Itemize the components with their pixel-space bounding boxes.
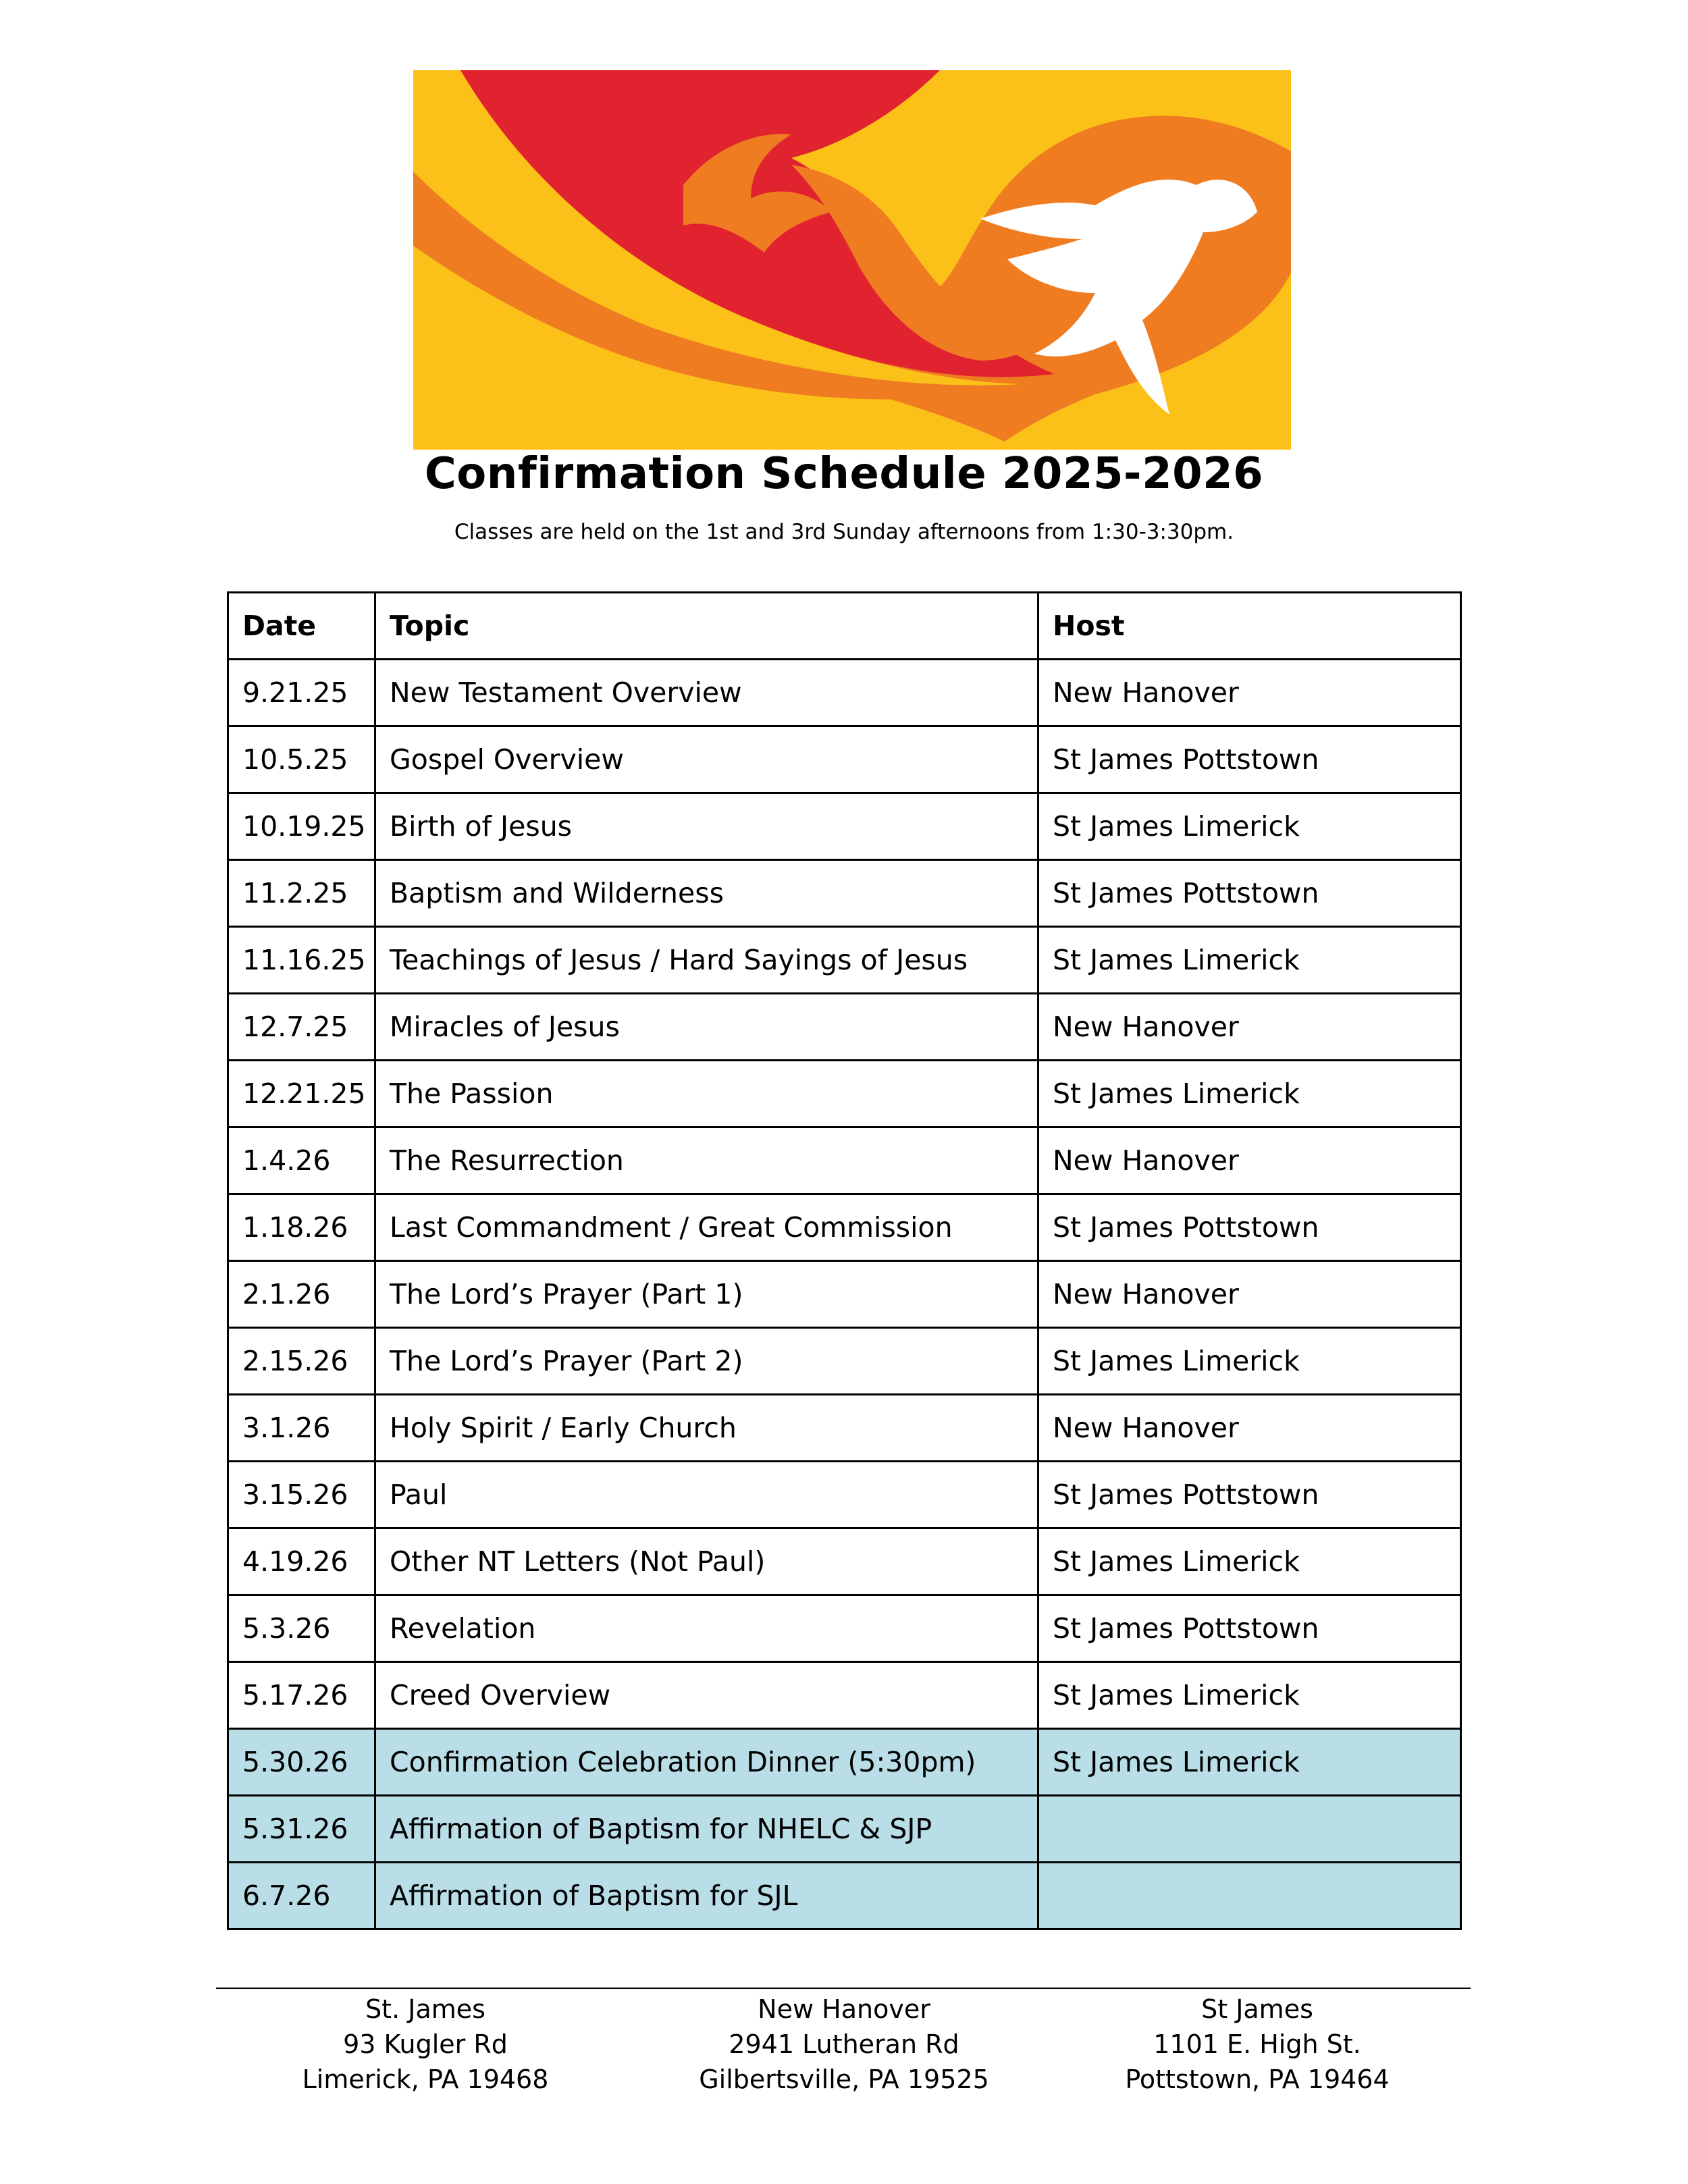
footer-church-name: St. James [365,1994,485,2024]
cell-topic: Other NT Letters (Not Paul) [375,1528,1038,1595]
footer-city: Pottstown, PA 19464 [1125,2065,1390,2094]
cell-host: St James Limerick [1038,1061,1461,1127]
cell-host: St James Pottstown [1038,1595,1461,1662]
cell-host: St James Pottstown [1038,1194,1461,1261]
cell-topic: Revelation [375,1595,1038,1662]
cell-topic: The Lord’s Prayer (Part 1) [375,1261,1038,1328]
table-row [228,1462,1461,1528]
footer-street: 1101 E. High St. [1153,2029,1361,2059]
footer-divider [216,1988,1471,1989]
cell-topic: Creed Overview [375,1662,1038,1729]
table-row [228,927,1461,994]
cell-topic: Affirmation of Baptism for SJL [375,1863,1038,1929]
cell-date: 5.17.26 [228,1662,375,1729]
table-row [228,660,1461,726]
holy-spirit-dove-flame-icon [413,70,1291,450]
cell-host: New Hanover [1038,1261,1461,1328]
cell-date: 10.19.25 [228,793,375,860]
table-row [228,1261,1461,1328]
cell-topic: The Passion [375,1061,1038,1127]
cell-host: New Hanover [1038,660,1461,726]
header-topic: Topic [375,593,1038,660]
cell-date: 6.7.26 [228,1863,375,1929]
cell-host: St James Limerick [1038,927,1461,994]
table-row [228,1194,1461,1261]
table-row [228,1127,1461,1194]
cell-host: St James Limerick [1038,1662,1461,1729]
cell-host: St James Limerick [1038,1729,1461,1796]
cell-date: 1.4.26 [228,1127,375,1194]
cell-host: St James Pottstown [1038,860,1461,927]
footer-street: 2941 Lutheran Rd [729,2029,959,2059]
footer-church-name: St James [1201,1994,1313,2024]
cell-date: 2.15.26 [228,1328,375,1395]
table-row [228,793,1461,860]
cell-host [1038,1796,1461,1863]
footer-city: Limerick, PA 19468 [302,2065,549,2094]
table-header-row [228,593,1461,660]
cell-topic: Holy Spirit / Early Church [375,1395,1038,1462]
cell-host [1038,1863,1461,1929]
table-row-highlighted [228,1729,1461,1796]
page-subtitle: Classes are held on the 1st and 3rd Sunday afternoons from 1:30-3:30pm. [454,520,1234,544]
table-row-highlighted [228,1863,1461,1929]
cell-topic: New Testament Overview [375,660,1038,726]
cell-date: 12.21.25 [228,1061,375,1127]
cell-topic: Gospel Overview [375,726,1038,793]
cell-date: 12.7.25 [228,994,375,1061]
table-row [228,1061,1461,1127]
cell-topic: Affirmation of Baptism for NHELC & SJP [375,1796,1038,1863]
cell-topic: Teachings of Jesus / Hard Sayings of Jesus [375,927,1038,994]
cell-date: 11.16.25 [228,927,375,994]
cell-date: 5.31.26 [228,1796,375,1863]
cell-topic: Miracles of Jesus [375,994,1038,1061]
table-row [228,1528,1461,1595]
cell-date: 5.3.26 [228,1595,375,1662]
cell-date: 5.30.26 [228,1729,375,1796]
cell-topic: Confirmation Celebration Dinner (5:30pm) [375,1729,1038,1796]
table-row [228,1595,1461,1662]
cell-topic: The Resurrection [375,1127,1038,1194]
table-row [228,860,1461,927]
table-row [228,1395,1461,1462]
header-date: Date [228,593,375,660]
cell-topic: Paul [375,1462,1038,1528]
cell-date: 11.2.25 [228,860,375,927]
banner-image [413,70,1291,450]
cell-date: 9.21.25 [228,660,375,726]
footer-address-st-james-pottstown [987,1992,1527,2097]
header-host: Host [1038,593,1461,660]
cell-host: New Hanover [1038,1395,1461,1462]
footer-city: Gilbertsville, PA 19525 [699,2065,989,2094]
cell-host: New Hanover [1038,994,1461,1061]
cell-topic: The Lord’s Prayer (Part 2) [375,1328,1038,1395]
schedule-table [227,591,1462,1930]
cell-date: 2.1.26 [228,1261,375,1328]
cell-date: 4.19.26 [228,1528,375,1595]
cell-topic: Birth of Jesus [375,793,1038,860]
table-row [228,1328,1461,1395]
footer-church-name: New Hanover [758,1994,930,2024]
cell-host: St James Pottstown [1038,1462,1461,1528]
cell-host: St James Limerick [1038,793,1461,860]
cell-host: St James Limerick [1038,1328,1461,1395]
cell-topic: Baptism and Wilderness [375,860,1038,927]
table-row [228,1662,1461,1729]
cell-date: 3.15.26 [228,1462,375,1528]
cell-date: 1.18.26 [228,1194,375,1261]
cell-date: 10.5.25 [228,726,375,793]
table-row-highlighted [228,1796,1461,1863]
table-row [228,994,1461,1061]
cell-date: 3.1.26 [228,1395,375,1462]
cell-host: St James Pottstown [1038,726,1461,793]
cell-topic: Last Commandment / Great Commission [375,1194,1038,1261]
cell-host: New Hanover [1038,1127,1461,1194]
footer-street: 93 Kugler Rd [343,2029,508,2059]
table-row [228,726,1461,793]
cell-host: St James Limerick [1038,1528,1461,1595]
page-title: Confirmation Schedule 2025-2026 [424,449,1264,499]
